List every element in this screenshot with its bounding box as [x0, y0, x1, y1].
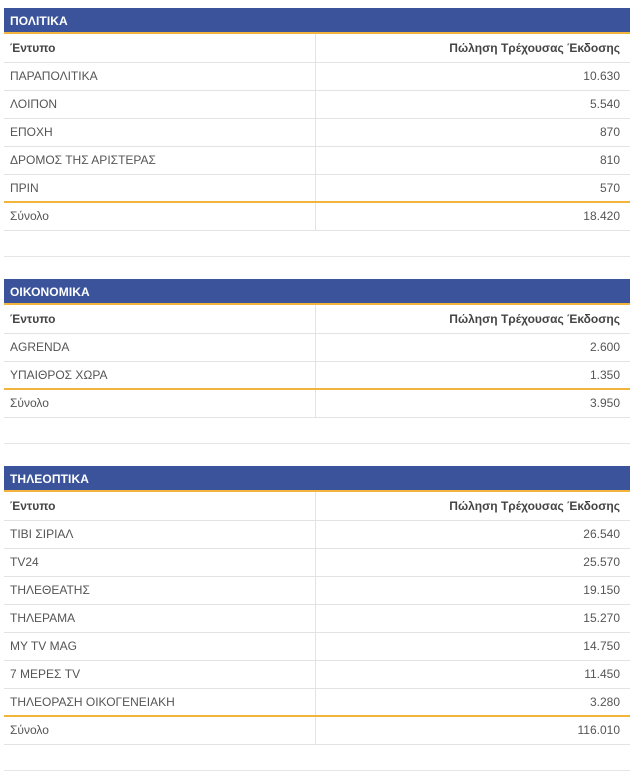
total-row — [4, 202, 630, 230]
sales-value: 570 — [315, 174, 630, 202]
publication-name: ΤΗΛΕΟΡΑΣΗ ΟΙΚΟΓΕΝΕΙΑΚΗ — [4, 688, 315, 716]
sales-value: 5.540 — [315, 90, 630, 118]
publication-name: ΤΗΛΕΡΑΜΑ — [4, 604, 315, 632]
table-row — [4, 174, 630, 202]
total-label: Σύνολο — [4, 202, 315, 230]
publication-name: AGRENDA — [4, 333, 315, 361]
table-header-row — [4, 34, 630, 62]
section-title: ΟΙΚΟΝΟΜΙΚΑ — [4, 279, 630, 305]
section-title: ΤΗΛΕΟΠΤΙΚΑ — [4, 466, 630, 492]
table-row — [4, 146, 630, 174]
sales-value: 19.150 — [315, 576, 630, 604]
total-label: Σύνολο — [4, 389, 315, 417]
table-row — [4, 548, 630, 576]
table-row — [4, 520, 630, 548]
publication-name: TV24 — [4, 548, 315, 576]
publication-name: ΛΟΙΠΟΝ — [4, 90, 315, 118]
sales-table — [4, 305, 630, 418]
table-row — [4, 604, 630, 632]
sales-value: 1.350 — [315, 361, 630, 389]
publication-name: ΥΠΑΙΘΡΟΣ ΧΩΡΑ — [4, 361, 315, 389]
sales-table — [4, 34, 630, 231]
sales-value: 26.540 — [315, 520, 630, 548]
table-header-row — [4, 492, 630, 520]
table-row — [4, 118, 630, 146]
table-row — [4, 576, 630, 604]
total-value: 18.420 — [315, 202, 630, 230]
table-row — [4, 333, 630, 361]
sales-value: 15.270 — [315, 604, 630, 632]
publication-name: ΤΙΒΙ ΣΙΡΙΑΛ — [4, 520, 315, 548]
section-divider — [4, 443, 630, 444]
table-row — [4, 688, 630, 716]
column-header-sales: Πώληση Τρέχουσας Έκδοσης — [315, 492, 630, 520]
column-header-sales: Πώληση Τρέχουσας Έκδοσης — [315, 34, 630, 62]
publication-name: MY TV MAG — [4, 632, 315, 660]
section-politika — [4, 8, 630, 231]
sales-value: 10.630 — [315, 62, 630, 90]
column-header-publication: Έντυπο — [4, 305, 315, 333]
total-row — [4, 389, 630, 417]
sales-table — [4, 492, 630, 745]
sales-value: 870 — [315, 118, 630, 146]
column-header-publication: Έντυπο — [4, 492, 315, 520]
publication-name: 7 ΜΕΡΕΣ TV — [4, 660, 315, 688]
publication-name: ΤΗΛΕΘΕΑΤΗΣ — [4, 576, 315, 604]
section-title: ΠΟΛΙΤΙΚΑ — [4, 8, 630, 34]
table-row — [4, 660, 630, 688]
sales-value: 14.750 — [315, 632, 630, 660]
section-oikonomika — [4, 279, 630, 418]
section-tileoptika — [4, 466, 630, 745]
total-label: Σύνολο — [4, 716, 315, 744]
total-value: 116.010 — [315, 716, 630, 744]
table-header-row — [4, 305, 630, 333]
column-header-publication: Έντυπο — [4, 34, 315, 62]
section-divider — [4, 256, 630, 257]
total-row — [4, 716, 630, 744]
section-divider — [4, 770, 630, 771]
sales-value: 25.570 — [315, 548, 630, 576]
publication-name: ΠΡΙΝ — [4, 174, 315, 202]
sales-value: 3.280 — [315, 688, 630, 716]
publication-name: ΕΠΟΧΗ — [4, 118, 315, 146]
table-row — [4, 90, 630, 118]
column-header-sales: Πώληση Τρέχουσας Έκδοσης — [315, 305, 630, 333]
sales-value: 2.600 — [315, 333, 630, 361]
table-row — [4, 62, 630, 90]
table-row — [4, 361, 630, 389]
sales-value: 810 — [315, 146, 630, 174]
total-value: 3.950 — [315, 389, 630, 417]
publication-name: ΔΡΟΜΟΣ ΤΗΣ ΑΡΙΣΤΕΡΑΣ — [4, 146, 315, 174]
table-row — [4, 632, 630, 660]
sales-value: 11.450 — [315, 660, 630, 688]
publication-name: ΠΑΡΑΠΟΛΙΤΙΚΑ — [4, 62, 315, 90]
